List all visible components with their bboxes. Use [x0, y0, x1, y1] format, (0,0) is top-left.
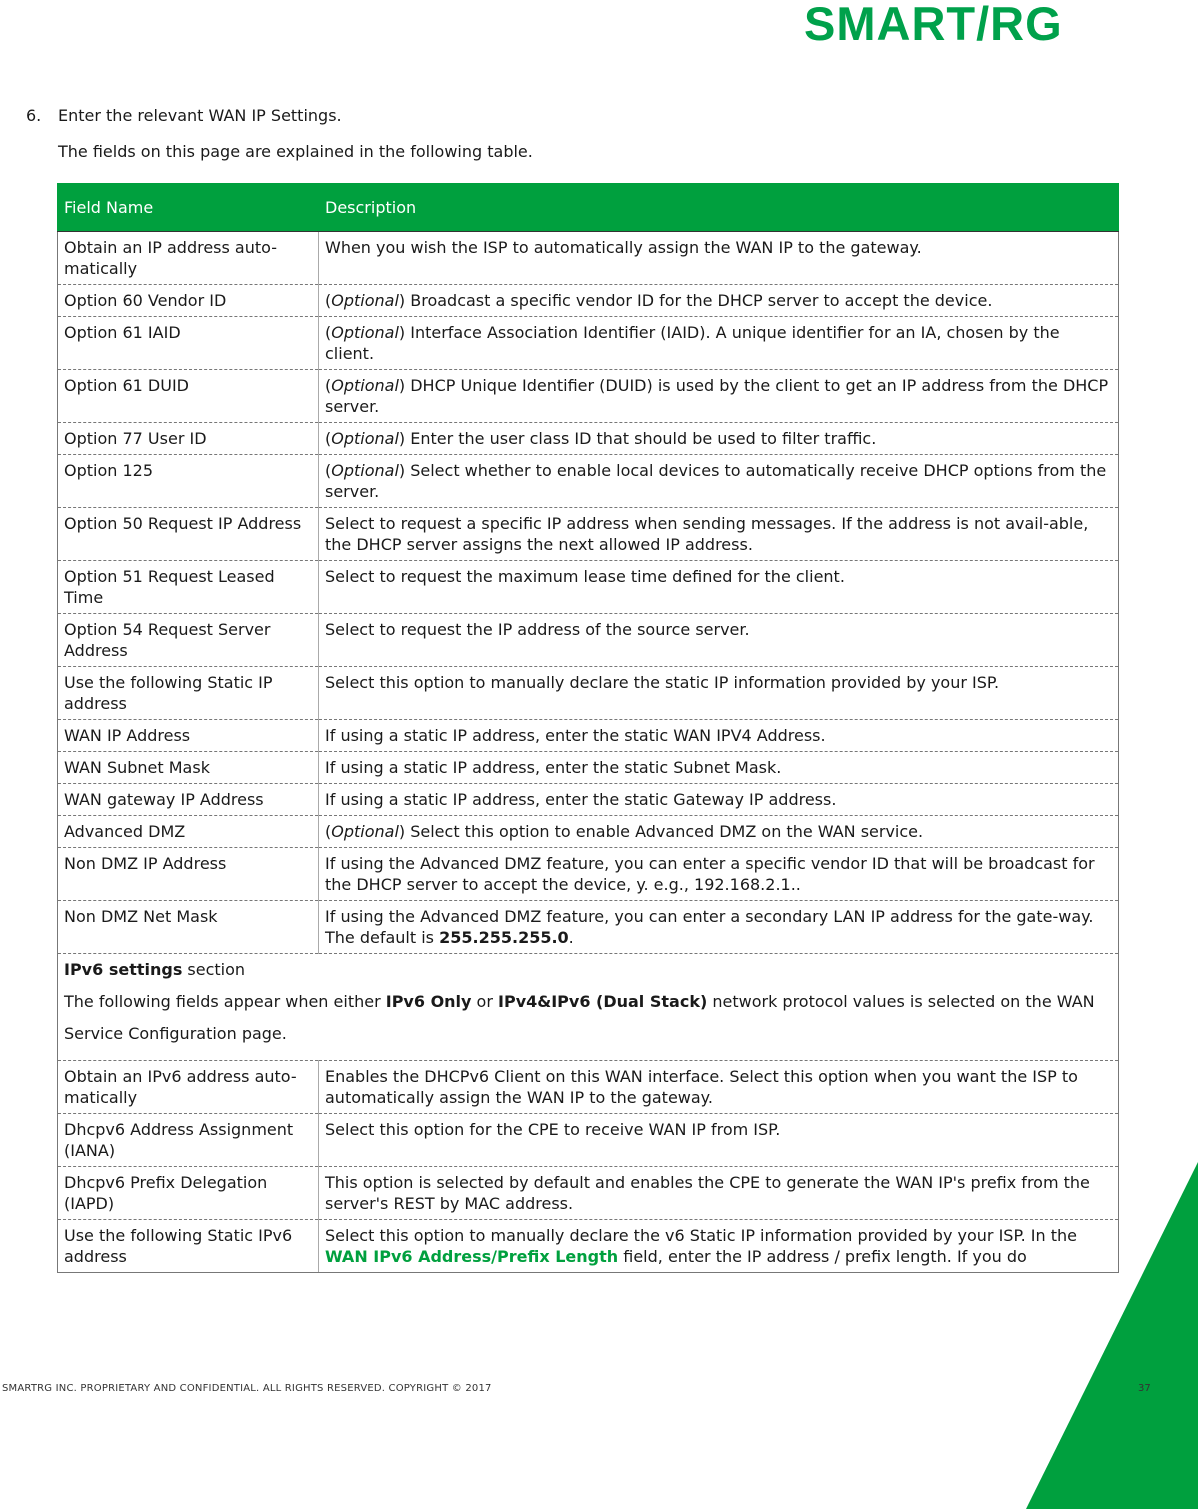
page-number: 37: [1138, 1383, 1151, 1394]
optional-tag: Optional: [331, 822, 399, 841]
table-row: [58, 848, 1119, 901]
table-body-ipv6: [58, 1061, 1119, 1273]
optional-tag: Optional: [331, 291, 399, 310]
description-cell: [319, 848, 1119, 901]
description-suffix: .: [568, 928, 574, 947]
ipv6-desc-part-a: The following fields appear when either: [64, 992, 386, 1011]
description-text: Select this option to manually declare the static IP information provided by your ISP.: [325, 673, 1000, 692]
table-row: [58, 370, 1119, 423]
field-name-cell: WAN gateway IP Address: [58, 784, 319, 816]
field-name-cell: WAN Subnet Mask: [58, 752, 319, 784]
ipv6-desc-part-b: network protocol values is selected on the WAN Service Configuration page.: [64, 992, 1095, 1043]
table-row: [58, 285, 1119, 317]
ipv6-section: [58, 954, 1119, 1061]
field-name-cell: Option 50 Request IP Address: [58, 508, 319, 561]
description-text: Select to request a specific IP address when sending messages. If the address is not avail-able, the DHCP server assigns the next allowed IP address.: [325, 514, 1089, 554]
table-row: [58, 1114, 1119, 1167]
ipv6-desc-mid: or: [471, 992, 499, 1011]
field-name-cell: Obtain an IPv6 address auto-matically: [58, 1061, 319, 1114]
description-text: Interface Association Identifier (IAID). A unique identifier for an IA, chosen by the client.: [325, 323, 1060, 363]
description-text: Broadcast a specific vendor ID for the DHCP server to accept the device.: [410, 291, 993, 310]
field-name-cell: Advanced DMZ: [58, 816, 319, 848]
optional-tag: Optional: [331, 429, 399, 448]
table-row: [58, 508, 1119, 561]
description-text: Select this option for the CPE to receive WAN IP from ISP.: [325, 1120, 781, 1139]
description-text: If using the Advanced DMZ feature, you can enter a specific vendor ID that will be broadcast for the DHCP server to accept the device, y. e.g., 192.168.2.1..: [325, 854, 1095, 894]
description-text: Enter the user class ID that should be used to filter traffic.: [410, 429, 877, 448]
table-row: [58, 561, 1119, 614]
table-row: [58, 232, 1119, 285]
default-value: 255.255.255.0: [439, 928, 569, 947]
description-cell: [319, 720, 1119, 752]
description-cell: [319, 1220, 1119, 1273]
description-text: DHCP Unique Identifier (DUID) is used by the client to get an IP address from the DHCP server.: [325, 376, 1109, 416]
table-row: [58, 901, 1119, 954]
dual-stack-option: IPv4&IPv6 (Dual Stack): [498, 992, 708, 1011]
optional-tag: Optional: [331, 376, 399, 395]
description-cell: (Optional) Enter the user class ID that should be used to filter traffic.: [319, 423, 1119, 455]
description-cell: (Optional) DHCP Unique Identifier (DUID) is used by the client to get an IP address from the DHCP server.: [319, 370, 1119, 423]
field-name-cell: Use the following Static IP address: [58, 667, 319, 720]
ipv6-section-suffix: section: [182, 960, 246, 979]
table-row: [58, 720, 1119, 752]
description-cell: [319, 667, 1119, 720]
field-name-cell: Option 60 Vendor ID: [58, 285, 319, 317]
header-description: Description: [319, 183, 1119, 232]
table-row: [58, 1220, 1119, 1273]
description-text: When you wish the ISP to automatically assign the WAN IP to the gateway.: [325, 238, 922, 257]
ipv6-section-description: [64, 986, 1112, 1050]
ipv6-section-row: [58, 954, 1119, 1061]
description-cell: [319, 752, 1119, 784]
description-cell: [319, 1061, 1119, 1114]
field-name-cell: Option 54 Request Server Address: [58, 614, 319, 667]
description-text: Select to request the maximum lease time defined for the client.: [325, 567, 845, 586]
table-header-row: [58, 183, 1119, 232]
description-cell: [319, 614, 1119, 667]
field-name-cell: Non DMZ Net Mask: [58, 901, 319, 954]
description-cell: (Optional) Select whether to enable local devices to automatically receive DHCP options from the server.: [319, 455, 1119, 508]
field-description-table: [57, 183, 1119, 1273]
footer-copyright: SMARTRG INC. PROPRIETARY AND CONFIDENTIAL. ALL RIGHTS RESERVED. COPYRIGHT © 2017: [2, 1383, 492, 1394]
description-text: Enables the DHCPv6 Client on this WAN interface. Select this option when you want the ISP to automatically assign the WAN IP to the gateway.: [325, 1067, 1078, 1107]
description-text: Select to request the IP address of the source server.: [325, 620, 750, 639]
field-reference: WAN IPv6 Address/Prefix Length: [325, 1247, 619, 1266]
description-text: Select whether to enable local devices to automatically receive DHCP options from the server.: [325, 461, 1107, 501]
intro-paragraph: The fields on this page are explained in the following table.: [58, 142, 533, 161]
description-cell: [319, 901, 1119, 954]
table-row: [58, 816, 1119, 848]
header-field-name: Field Name: [58, 183, 319, 232]
table-row: [58, 317, 1119, 370]
table-row: [58, 455, 1119, 508]
description-text: If using a static IP address, enter the static Subnet Mask.: [325, 758, 782, 777]
optional-tag: Optional: [331, 323, 399, 342]
description-text: If using a static IP address, enter the static WAN IPV4 Address.: [325, 726, 826, 745]
table-row: [58, 1061, 1119, 1114]
step-6: [26, 104, 342, 128]
step-number: 6.: [26, 106, 42, 125]
table-row: [58, 423, 1119, 455]
field-name-cell: Option 61 DUID: [58, 370, 319, 423]
description-text: If using a static IP address, enter the static Gateway IP address.: [325, 790, 837, 809]
smartrg-logo: SMART/RG: [804, 0, 1063, 50]
ipv6-section-title: IPv6 settings: [64, 960, 183, 979]
field-name-cell: Obtain an IP address auto-matically: [58, 232, 319, 285]
description-cell: (Optional) Select this option to enable Advanced DMZ on the WAN service.: [319, 816, 1119, 848]
description-cell: [319, 561, 1119, 614]
description-text: This option is selected by default and enables the CPE to generate the WAN IP's prefix from the server's REST by MAC address.: [325, 1173, 1090, 1213]
field-name-cell: Use the following Static IPv6 address: [58, 1220, 319, 1273]
table-body-ipv4: [58, 232, 1119, 954]
description-text: Select this option to enable Advanced DMZ on the WAN service.: [410, 822, 924, 841]
optional-tag: Optional: [331, 461, 399, 480]
description-cell: [319, 508, 1119, 561]
table-row: [58, 667, 1119, 720]
field-name-cell: Option 125: [58, 455, 319, 508]
table-row: [58, 752, 1119, 784]
field-name-cell: Option 61 IAID: [58, 317, 319, 370]
table-row: [58, 1167, 1119, 1220]
table-row: [58, 784, 1119, 816]
field-name-cell: Option 51 Request Leased Time: [58, 561, 319, 614]
step-text: Enter the relevant WAN IP Settings.: [58, 106, 342, 125]
field-name-cell: WAN IP Address: [58, 720, 319, 752]
description-cell: (Optional) Interface Association Identifier (IAID). A unique identifier for an IA, chosen by the client.: [319, 317, 1119, 370]
table-row: [58, 614, 1119, 667]
description-cell: [319, 1114, 1119, 1167]
description-text: If using the Advanced DMZ feature, you can enter a secondary LAN IP address for the gate-way. The default is: [325, 907, 1094, 947]
description-cell: [319, 1167, 1119, 1220]
field-name-cell: Dhcpv6 Address Assignment (IANA): [58, 1114, 319, 1167]
description-cell: [319, 784, 1119, 816]
description-cell: [319, 232, 1119, 285]
ipv6-section-cell: [58, 954, 1119, 1061]
description-cell: (Optional) Broadcast a specific vendor ID for the DHCP server to accept the device.: [319, 285, 1119, 317]
ipv6-only-option: IPv6 Only: [385, 992, 472, 1011]
field-name-cell: Dhcpv6 Prefix Delegation (IAPD): [58, 1167, 319, 1220]
ipv6-section-heading: [64, 958, 1112, 982]
field-name-cell: Option 77 User ID: [58, 423, 319, 455]
description-text-a: Select this option to manually declare the v6 Static IP information provided by your ISP. In the: [325, 1226, 1077, 1245]
field-name-cell: Non DMZ IP Address: [58, 848, 319, 901]
description-text-b: field, enter the IP address / prefix length. If you do: [618, 1247, 1027, 1266]
